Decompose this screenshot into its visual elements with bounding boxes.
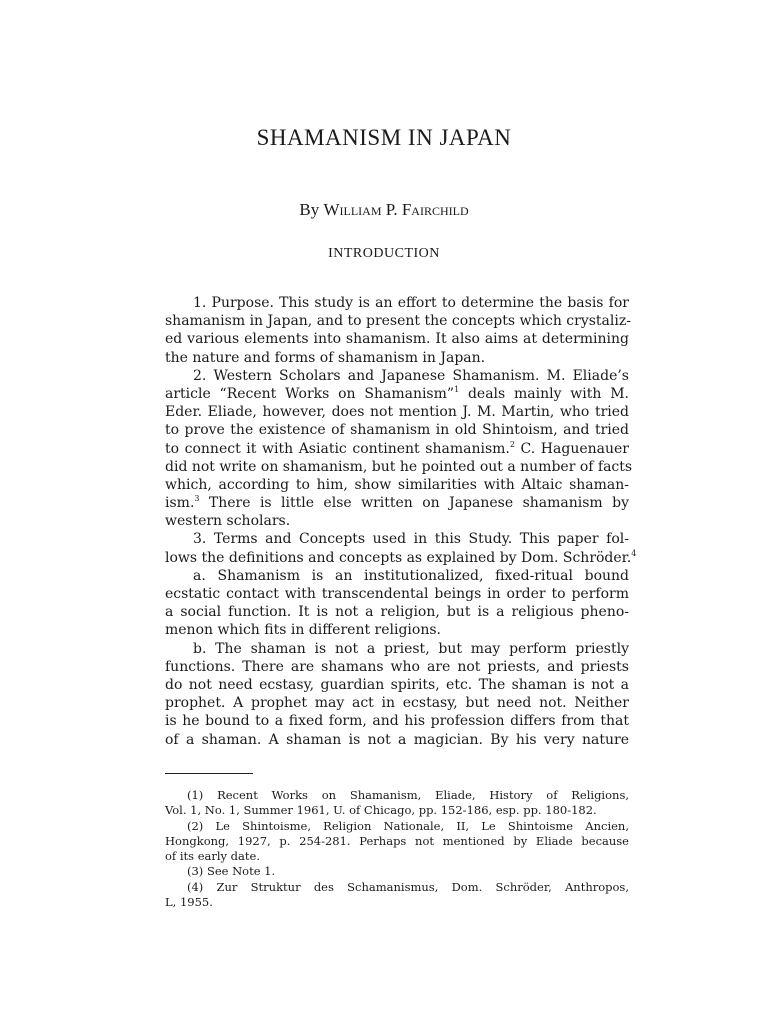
body-line-text: which, according to him, show similarities with Altaic shaman-: [165, 476, 629, 493]
body-line: [165, 458, 633, 476]
body-line: [165, 512, 629, 530]
body-line-text: C. Haguenauer: [514, 440, 629, 457]
body-line-text: menon which fits in different religions.: [165, 622, 441, 639]
body-line: [165, 603, 629, 621]
body-line-text: deals mainly with M.: [459, 385, 629, 402]
body-line: [165, 421, 629, 439]
body-line: [165, 585, 629, 603]
footnote-line: of its early date.: [165, 849, 260, 864]
body-line-text: ed various elements into shamanism. It also aims at determining: [165, 331, 629, 348]
footnotes: [165, 788, 629, 910]
body-line-text: to prove the existence of shamanism in old Shintoism, and tried: [165, 422, 629, 439]
footnote-marker: 3: [194, 494, 200, 504]
footnote-line: (3) See Note 1.: [187, 864, 276, 879]
body-line-text: 1. Purpose. This study is an effort to determine the basis for: [193, 295, 629, 311]
footnote-line: Vol. 1, No. 1, Summer 1961, U. of Chicago, pp. 152-186, esp. pp. 180-182.: [165, 803, 597, 818]
footnote-line: Hongkong, 1927, p. 254-281. Perhaps not mentioned by Eliade because: [165, 833, 629, 848]
footnote-line: L, 1955.: [165, 895, 213, 910]
body-line: [165, 385, 629, 403]
body-line-text: is he bound to a fixed form, and his profession differs from that: [165, 713, 629, 730]
body-line: [165, 294, 629, 312]
footnote-marker: 2: [509, 439, 515, 449]
body-line: [165, 640, 629, 658]
body-line-text: prophet. A prophet may act in ecstasy, but need not. Neither: [165, 695, 629, 712]
body-line: [165, 658, 629, 676]
footnote-marker: 1: [454, 384, 460, 394]
footnote-marker: 4: [631, 548, 637, 558]
body-line-text: did not write on shamanism, but he pointed out a number of facts: [165, 458, 633, 475]
footnote-line: (2) Le Shintoisme, Religion Nationale, II, Le Shintoisme Ancien,: [187, 818, 629, 833]
body-line-text: There is little else written on Japanese shamanism by: [199, 495, 629, 512]
body-line: [165, 548, 637, 567]
body-line-text: 2. Western Scholars and Japanese Shamanism. M. Eliade’s: [193, 367, 629, 384]
body-line: [165, 312, 629, 330]
body-line: [165, 621, 629, 639]
body-line-text: b. The shaman is not a priest, but may perform priestly: [193, 640, 629, 657]
article-title: SHAMANISM IN JAPAN: [256, 125, 512, 150]
body-line: [165, 367, 629, 385]
body-line: [165, 349, 629, 367]
body-line-text: the nature and forms of shamanism in Japan.: [165, 349, 486, 366]
body-line-text: a. Shamanism is an institutionalized, fixed-ritual bound: [193, 567, 629, 584]
body-line: [165, 694, 629, 712]
body-line: [165, 440, 629, 458]
author-byline: [0, 200, 768, 220]
body-text: [165, 294, 637, 749]
body-line: [165, 676, 629, 694]
body-line-text: of a shaman. A shaman is not a magician. By his very nature: [165, 731, 629, 748]
body-line-text: ism.: [165, 495, 195, 512]
body-line-text: 3. Terms and Concepts used in this Study. This paper fol-: [193, 531, 629, 548]
body-line-text: a social function. It is not a religion, but is a religious pheno-: [165, 604, 629, 621]
body-line: [165, 476, 629, 494]
footnote-rule: [165, 773, 253, 774]
body-line-text: to connect it with Asiatic continent shamanism.: [165, 440, 510, 457]
body-line-text: lows the definitions and concepts as explained by Dom. Schröder.: [165, 549, 632, 566]
body-line-text: western scholars.: [165, 513, 291, 530]
body-line-text: ecstatic contact with transcendental beings in order to perform: [165, 586, 629, 602]
byline-by: By: [299, 200, 320, 219]
author-name: William P. Fairchild: [323, 200, 469, 219]
section-heading: INTRODUCTION: [328, 246, 440, 261]
body-line: [165, 403, 629, 421]
footnote-line: (4) Zur Struktur des Schamanismus, Dom. Schröder, Anthropos,: [187, 879, 629, 894]
footnote-line: (1) Recent Works on Shamanism, Eliade, History of Religions,: [187, 788, 629, 802]
body-line-text: shamanism in Japan, and to present the concepts which crystaliz-: [165, 313, 631, 330]
body-line: [165, 567, 629, 585]
body-line: [165, 712, 629, 730]
body-line-text: Eder. Eliade, however, does not mention J. M. Martin, who tried: [165, 404, 629, 421]
body-line: [165, 731, 629, 749]
body-line-text: article “Recent Works on Shamanism”: [165, 385, 455, 402]
body-line-text: do not need ecstasy, guardian spirits, etc. The shaman is not a: [165, 676, 629, 693]
body-line: [165, 494, 629, 512]
body-line-text: functions. There are shamans who are not priests, and priests: [165, 658, 629, 675]
body-line: [165, 330, 629, 348]
body-line: [165, 530, 629, 548]
